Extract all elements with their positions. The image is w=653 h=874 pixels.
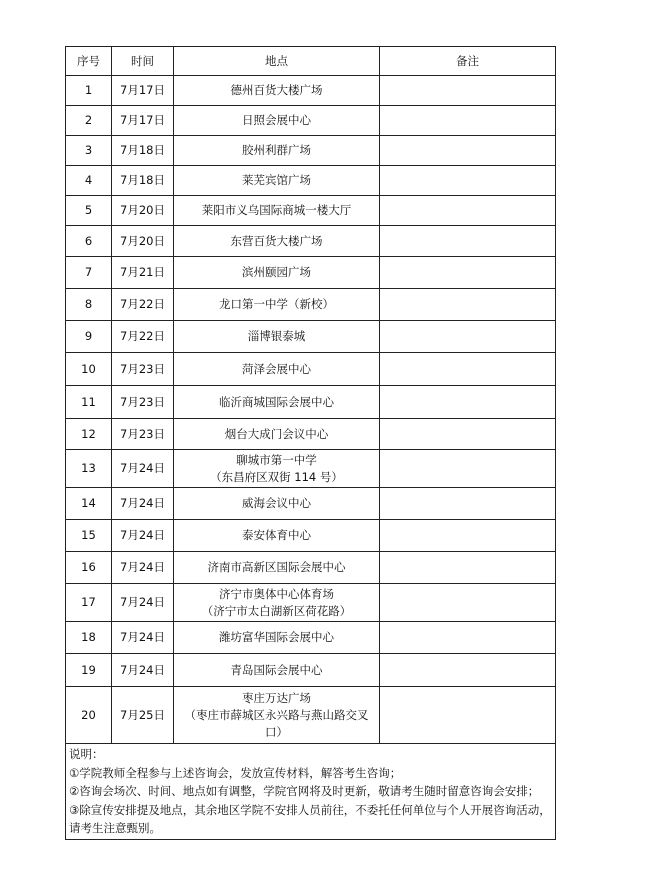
place-line: 聊城市第一中学 bbox=[236, 452, 317, 467]
table-row bbox=[66, 166, 556, 196]
row-time: 7月24日 bbox=[112, 622, 174, 654]
row-place bbox=[174, 622, 380, 654]
row-remark bbox=[380, 654, 556, 687]
table-row bbox=[66, 552, 556, 584]
place-line: 枣庄万达广场 bbox=[242, 690, 311, 705]
place-line: 德州百货大楼广场 bbox=[230, 83, 323, 97]
row-time: 7月24日 bbox=[112, 520, 174, 552]
place-line: （东昌府区双街 114 号） bbox=[210, 469, 343, 484]
row-time: 7月20日 bbox=[112, 196, 174, 226]
row-number: 12 bbox=[66, 419, 112, 450]
row-place bbox=[174, 520, 380, 552]
row-place bbox=[174, 166, 380, 196]
row-time: 7月20日 bbox=[112, 226, 174, 257]
table-row bbox=[66, 450, 556, 488]
table-row bbox=[66, 226, 556, 257]
place-line: 临沂商城国际会展中心 bbox=[219, 394, 334, 409]
table-row bbox=[66, 136, 556, 166]
row-remark bbox=[380, 552, 556, 584]
header-no: 序号 bbox=[66, 47, 112, 76]
row-time: 7月24日 bbox=[112, 450, 174, 488]
place-line: 威海会议中心 bbox=[242, 496, 311, 510]
row-time: 7月23日 bbox=[112, 386, 174, 419]
row-place bbox=[174, 552, 380, 584]
place-line: （济宁市太白湖新区荷花路） bbox=[201, 603, 352, 618]
notes-cell bbox=[66, 744, 556, 840]
row-remark bbox=[380, 622, 556, 654]
row-place bbox=[174, 450, 380, 488]
row-number: 18 bbox=[66, 622, 112, 654]
place-line: 潍坊富华国际会展中心 bbox=[219, 630, 334, 644]
row-number: 19 bbox=[66, 654, 112, 687]
row-remark bbox=[380, 584, 556, 622]
row-place bbox=[174, 584, 380, 622]
row-place bbox=[174, 76, 380, 106]
table-row bbox=[66, 106, 556, 136]
row-remark bbox=[380, 257, 556, 289]
row-remark bbox=[380, 136, 556, 166]
row-time: 7月24日 bbox=[112, 654, 174, 687]
row-time: 7月23日 bbox=[112, 419, 174, 450]
row-remark bbox=[380, 450, 556, 488]
row-time: 7月22日 bbox=[112, 321, 174, 353]
row-number: 4 bbox=[66, 166, 112, 196]
row-number: 15 bbox=[66, 520, 112, 552]
row-time: 7月24日 bbox=[112, 552, 174, 584]
note-line: ①学院教师全程参与上述咨询会，发放宣传材料，解答考生咨询； bbox=[69, 765, 402, 780]
row-place bbox=[174, 488, 380, 520]
table-row bbox=[66, 257, 556, 289]
table-row bbox=[66, 687, 556, 744]
row-place bbox=[174, 386, 380, 419]
place-line: 青岛国际会展中心 bbox=[230, 662, 323, 677]
row-remark bbox=[380, 166, 556, 196]
row-number: 13 bbox=[66, 450, 112, 488]
row-time: 7月18日 bbox=[112, 166, 174, 196]
note-line: 说明： bbox=[69, 747, 104, 761]
table-row bbox=[66, 196, 556, 226]
row-time: 7月22日 bbox=[112, 289, 174, 321]
row-remark bbox=[380, 226, 556, 257]
header-remark: 备注 bbox=[380, 47, 556, 76]
row-number: 8 bbox=[66, 289, 112, 321]
place-line: 莱芜宾馆广场 bbox=[242, 173, 311, 187]
row-number: 2 bbox=[66, 106, 112, 136]
row-remark bbox=[380, 196, 556, 226]
header-time: 时间 bbox=[112, 47, 174, 76]
row-time: 7月25日 bbox=[112, 687, 174, 744]
table-row bbox=[66, 520, 556, 552]
row-place bbox=[174, 226, 380, 257]
row-time: 7月24日 bbox=[112, 584, 174, 622]
table-row bbox=[66, 654, 556, 687]
row-number: 20 bbox=[66, 687, 112, 744]
row-remark bbox=[380, 687, 556, 744]
place-line: 莱阳市义乌国际商城一楼大厅 bbox=[201, 203, 352, 217]
row-place bbox=[174, 654, 380, 687]
place-line: 济南市高新区国际会展中心 bbox=[207, 560, 346, 574]
row-place bbox=[174, 257, 380, 289]
place-line: 济宁市奥体中心体育场 bbox=[219, 586, 334, 601]
table-row bbox=[66, 353, 556, 386]
place-line: 菏泽会展中心 bbox=[242, 361, 311, 376]
table-header-row bbox=[66, 47, 556, 76]
place-line: 烟台大成门会议中心 bbox=[224, 426, 329, 441]
row-number: 10 bbox=[66, 353, 112, 386]
table-row bbox=[66, 321, 556, 353]
place-line: 东营百货大楼广场 bbox=[230, 233, 323, 248]
row-time: 7月21日 bbox=[112, 257, 174, 289]
row-time: 7月17日 bbox=[112, 106, 174, 136]
note-line: ③除宣传安排提及地点，其余地区学院不安排人员前往，不委托任何单位与个人开展咨询活动，请考生注意甄别。 bbox=[69, 802, 551, 835]
table-row bbox=[66, 488, 556, 520]
place-line: 胶州利群广场 bbox=[242, 143, 311, 157]
row-place bbox=[174, 106, 380, 136]
table-row bbox=[66, 386, 556, 419]
row-time: 7月24日 bbox=[112, 488, 174, 520]
row-place bbox=[174, 687, 380, 744]
note-line: ②咨询会场次、时间、地点如有调整，学院官网将及时更新，敬请考生随时留意咨询会安排； bbox=[69, 784, 540, 798]
row-place bbox=[174, 289, 380, 321]
row-remark bbox=[380, 353, 556, 386]
row-remark bbox=[380, 321, 556, 353]
table-row bbox=[66, 76, 556, 106]
place-line: 淄博银泰城 bbox=[247, 329, 306, 343]
row-time: 7月23日 bbox=[112, 353, 174, 386]
notes-row bbox=[66, 744, 556, 840]
row-number: 16 bbox=[66, 552, 112, 584]
row-remark bbox=[380, 76, 556, 106]
row-remark bbox=[380, 386, 556, 419]
row-place bbox=[174, 353, 380, 386]
table-row bbox=[66, 622, 556, 654]
place-line: 泰安体育中心 bbox=[242, 528, 311, 542]
row-number: 11 bbox=[66, 386, 112, 419]
row-time: 7月18日 bbox=[112, 136, 174, 166]
row-number: 6 bbox=[66, 226, 112, 257]
row-place bbox=[174, 136, 380, 166]
row-number: 9 bbox=[66, 321, 112, 353]
row-place bbox=[174, 419, 380, 450]
place-line: 滨州颐园广场 bbox=[242, 265, 311, 279]
schedule-table bbox=[65, 46, 556, 840]
table-row bbox=[66, 419, 556, 450]
row-number: 3 bbox=[66, 136, 112, 166]
place-line: 龙口第一中学（新校） bbox=[219, 297, 334, 311]
table-row bbox=[66, 584, 556, 622]
row-number: 14 bbox=[66, 488, 112, 520]
row-remark bbox=[380, 520, 556, 552]
table-row bbox=[66, 289, 556, 321]
row-time: 7月17日 bbox=[112, 76, 174, 106]
row-remark bbox=[380, 289, 556, 321]
row-remark bbox=[380, 488, 556, 520]
row-remark bbox=[380, 106, 556, 136]
place-line: 口） bbox=[265, 724, 288, 739]
row-number: 1 bbox=[66, 76, 112, 106]
row-place bbox=[174, 321, 380, 353]
place-line: 日照会展中心 bbox=[242, 113, 311, 127]
row-remark bbox=[380, 419, 556, 450]
header-place: 地点 bbox=[174, 47, 380, 76]
row-number: 5 bbox=[66, 196, 112, 226]
row-number: 17 bbox=[66, 584, 112, 622]
row-place bbox=[174, 196, 380, 226]
place-line: （枣庄市薛城区永兴路与燕山路交叉 bbox=[184, 707, 369, 722]
row-number: 7 bbox=[66, 257, 112, 289]
